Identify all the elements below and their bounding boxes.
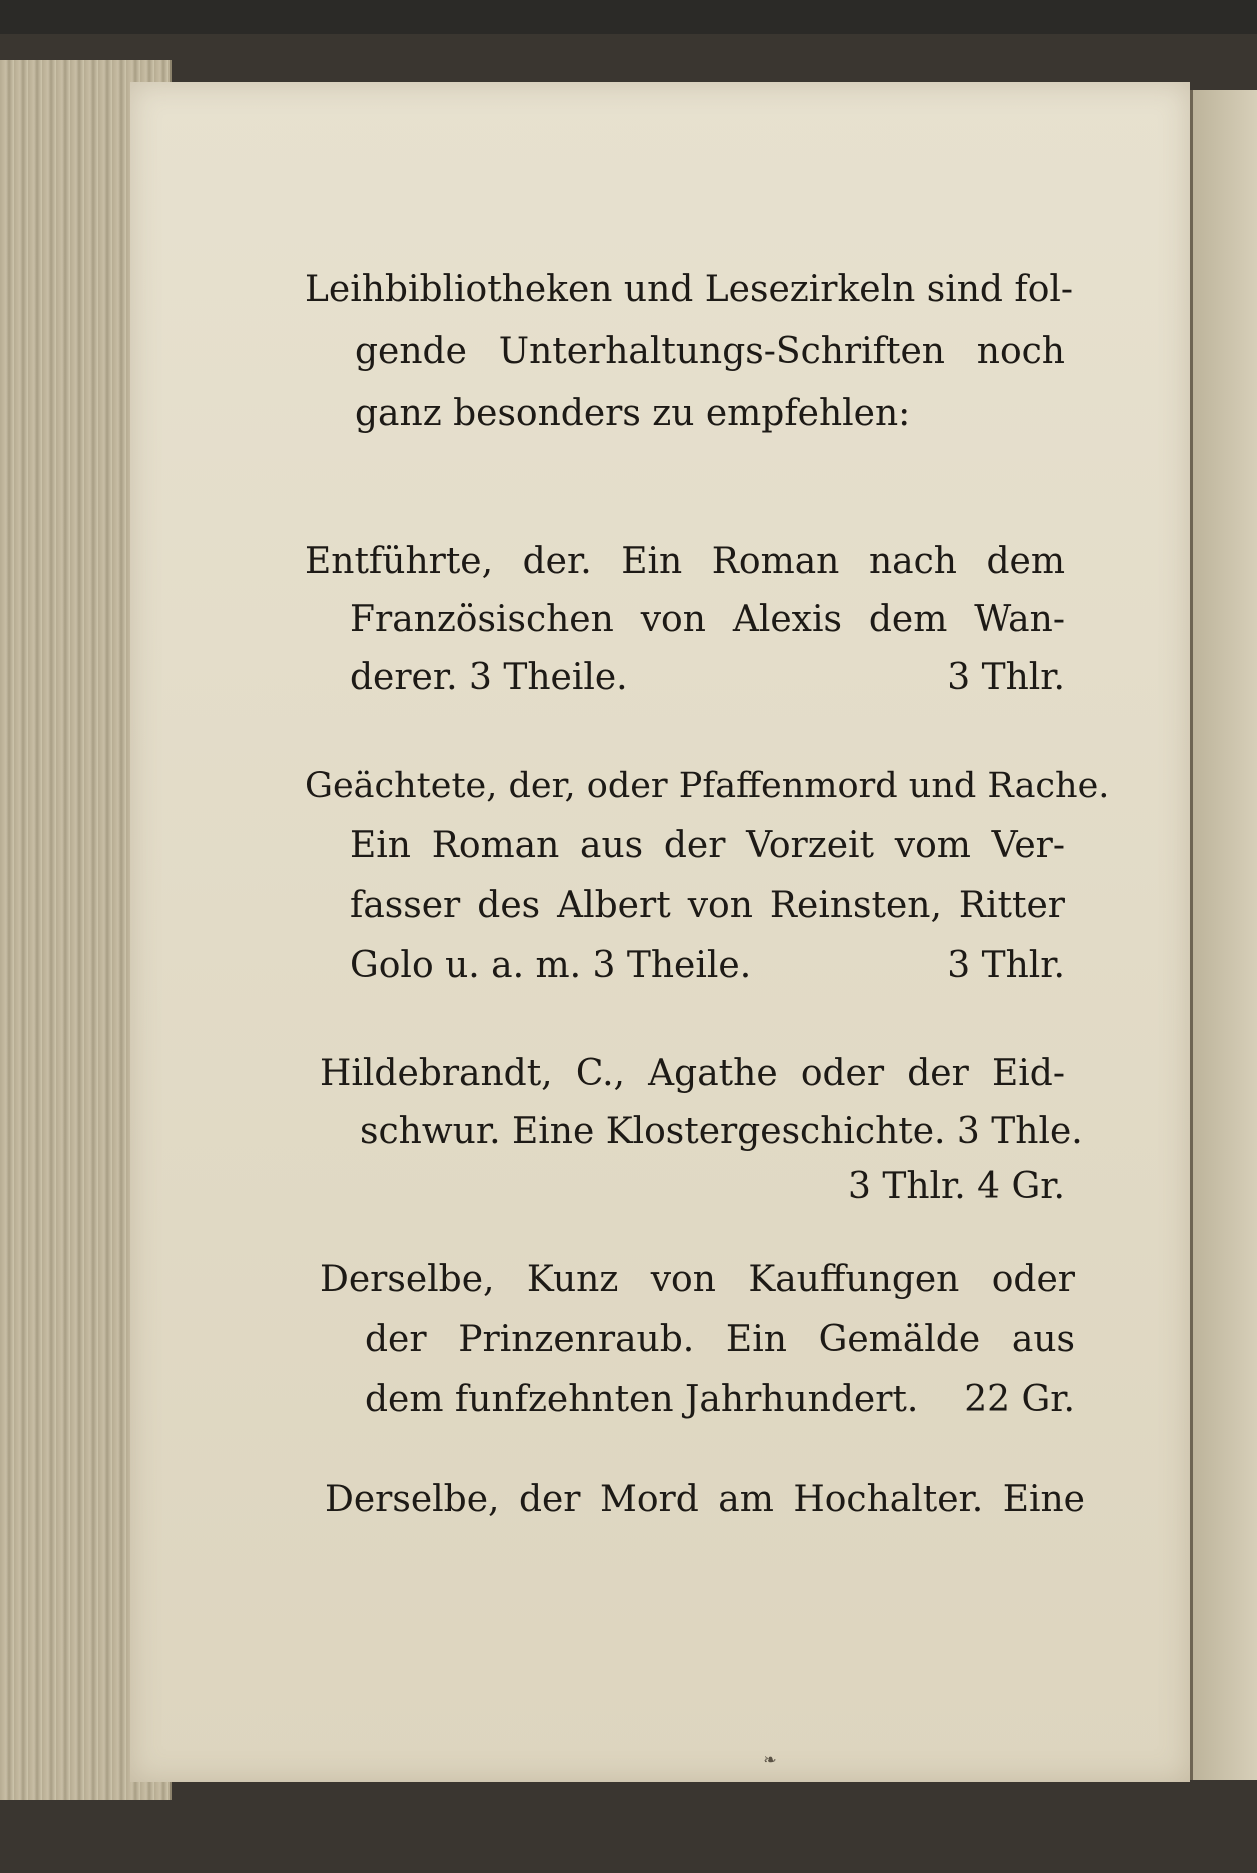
entry-line: Französischen von Alexis dem Wan-: [350, 599, 1065, 640]
entry-price: 3 Thlr. 4 Gr.: [847, 1166, 1065, 1207]
entry-price: 3 Thlr.: [947, 945, 1065, 986]
entry-line: dem funfzehnten Jahrhundert.: [365, 1379, 919, 1420]
entry-line: Hildebrandt, C., Agathe oder der Eid-: [320, 1053, 1065, 1094]
intro-line: ganz besonders zu empfehlen:: [355, 393, 911, 434]
entry-line: Ein Roman aus der Vorzeit vom Ver-: [350, 825, 1065, 866]
entry-line: Entführte, der. Ein Roman nach dem: [305, 541, 1065, 582]
entry-line: schwur. Eine Klostergeschichte. 3 Thle.: [360, 1111, 1083, 1152]
entry-line: Geächtete, der, oder Pfaffenmord und Rache.: [305, 766, 1110, 806]
entry-line: fasser des Albert von Reinsten, Ritter: [350, 885, 1065, 926]
entry-line: der Prinzenraub. Ein Gemälde aus: [365, 1319, 1075, 1360]
entry-price: 22 Gr.: [964, 1379, 1075, 1420]
entry-price: 3 Thlr.: [947, 657, 1065, 698]
entry-line: derer. 3 Theile.: [350, 657, 628, 698]
entry-line: Derselbe, Kunz von Kauffungen oder: [320, 1259, 1075, 1300]
intro-line: gende Unterhaltungs-Schriften noch: [355, 331, 1065, 372]
facing-page-edge: [1190, 90, 1257, 1780]
page-ornament: ❧: [763, 1750, 777, 1769]
entry-line: Golo u. a. m. 3 Theile.: [350, 945, 752, 986]
intro-line: Leihbibliotheken und Lesezirkeln sind fol-: [305, 269, 1074, 310]
entry-line: Derselbe, der Mord am Hochalter. Eine: [325, 1479, 1085, 1520]
